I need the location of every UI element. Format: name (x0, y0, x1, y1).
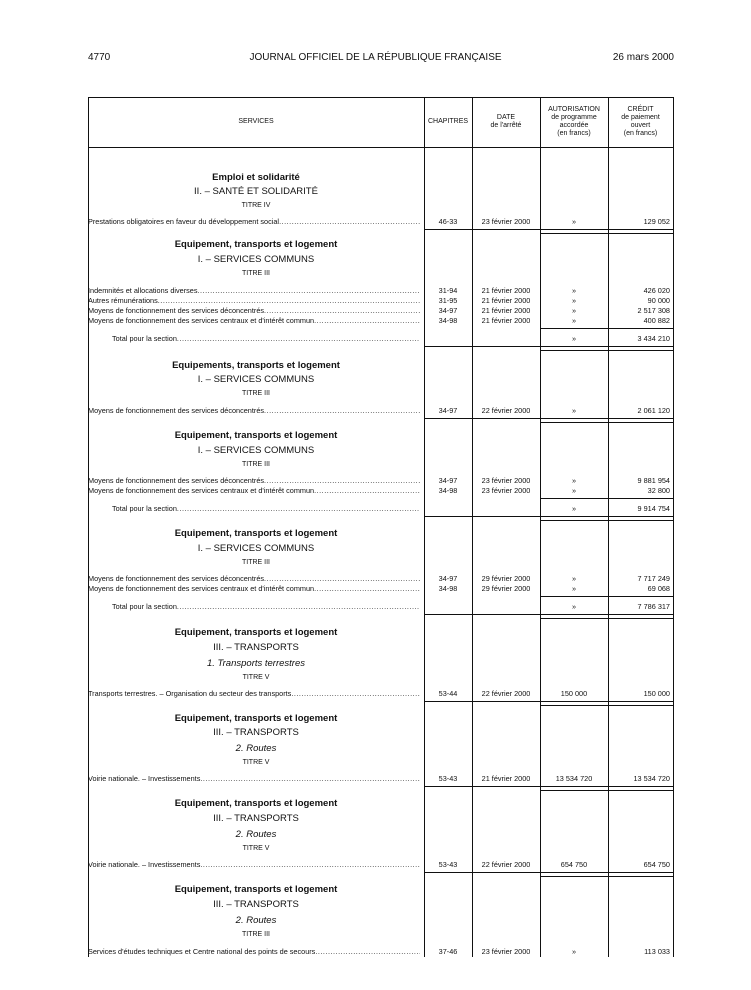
row-date: 21 février 2000 (481, 774, 531, 783)
row-chapitre: 34-98 (438, 584, 458, 593)
amount-rule (540, 516, 673, 521)
services-rule (424, 786, 540, 787)
row-autorisation: » (571, 334, 577, 343)
row-autorisation: » (571, 306, 577, 315)
section-heading: TITRE III (242, 931, 270, 938)
row-chapitre: 34-98 (438, 486, 458, 495)
row-credit: 9 914 754 (637, 504, 670, 513)
section-heading: I. – SERVICES COMMUNS (197, 374, 315, 385)
table-row (88, 316, 674, 326)
total-row (88, 602, 674, 612)
row-label (88, 774, 420, 784)
table-row (88, 947, 674, 957)
amount-rule (540, 872, 673, 877)
page-number: 4770 (88, 52, 111, 63)
row-chapitre: 53-43 (438, 774, 458, 783)
amount-rule (540, 346, 673, 351)
table-row (88, 306, 674, 316)
row-label-text: Voirie nationale. – Investissements (88, 774, 201, 783)
row-label-text: Moyens de fonctionnement des services centraux et d'intérêt commun (88, 316, 315, 325)
row-label (88, 316, 420, 326)
issue-date: 26 mars 2000 (612, 52, 674, 63)
row-chapitre: 34-97 (438, 306, 458, 315)
row-date: 29 février 2000 (481, 584, 531, 593)
row-credit: 150 000 (643, 689, 670, 698)
row-label-text: Total pour la section (112, 504, 177, 513)
row-credit: 426 020 (643, 286, 670, 295)
section-heading: Equipement, transports et logement (174, 713, 338, 724)
row-label-text: Moyens de fonctionnement des services déconcentrés (88, 306, 265, 315)
row-date: 21 février 2000 (481, 306, 531, 315)
section-heading: I. – SERVICES COMMUNS (197, 543, 315, 554)
row-autorisation: » (571, 602, 577, 611)
row-autorisation: 13 534 720 (555, 774, 593, 783)
row-autorisation: » (571, 217, 577, 226)
row-label (88, 947, 420, 957)
row-chapitre: 53-44 (438, 689, 458, 698)
total-row (88, 334, 674, 344)
amount-rule (540, 418, 673, 423)
section-heading: TITRE III (242, 390, 270, 397)
amount-rule (540, 786, 673, 791)
col-header-autorisation: AUTORISATION de programme accordée (en francs) (548, 106, 600, 137)
row-credit: 654 750 (643, 860, 670, 869)
row-label-text: Total pour la section (112, 334, 177, 343)
row-autorisation: » (571, 947, 577, 956)
table-row (88, 584, 674, 594)
row-credit: 7 717 249 (637, 574, 670, 583)
row-credit: 2 061 120 (637, 406, 670, 415)
row-credit: 69 068 (647, 584, 670, 593)
row-autorisation: » (571, 476, 577, 485)
services-rule (424, 418, 540, 419)
row-label (112, 602, 420, 612)
section-heading: TITRE III (242, 559, 270, 566)
section-heading: 1. Transports terrestres (206, 658, 306, 669)
section-heading: III. – TRANSPORTS (213, 727, 299, 738)
row-autorisation: 654 750 (560, 860, 588, 869)
col-header-credit: CRÉDIT de paiement ouvert (en francs) (621, 106, 660, 137)
amount-rule (540, 328, 673, 329)
appropriations-table (88, 97, 674, 957)
section-heading: TITRE III (242, 461, 270, 468)
row-credit: 129 052 (643, 217, 670, 226)
row-chapitre: 34-97 (438, 574, 458, 583)
services-rule (424, 614, 540, 615)
journal-title: JOURNAL OFFICIEL DE LA RÉPUBLIQUE FRANÇAISE (249, 52, 502, 63)
table-row (88, 296, 674, 306)
section-heading: III. – TRANSPORTS (213, 899, 299, 910)
row-autorisation: 150 000 (560, 689, 588, 698)
row-chapitre: 31-95 (438, 296, 458, 305)
row-label-text: Transports terrestres. – Organisation du secteur des transports (88, 689, 292, 698)
row-label (88, 574, 420, 584)
section-heading: Equipement, transports et logement (174, 528, 338, 539)
section-heading: 2. Routes (235, 829, 277, 840)
section-heading: TITRE V (242, 674, 270, 681)
amount-rule (540, 498, 673, 499)
row-label-text: Moyens de fonctionnement des services déconcentrés (88, 476, 265, 485)
row-credit: 3 434 210 (637, 334, 670, 343)
table-row (88, 217, 674, 227)
row-label-text: Indemnités et allocations diverses (88, 286, 198, 295)
section-heading: TITRE III (242, 270, 270, 277)
amount-rule (540, 701, 673, 706)
row-label-text: Services d'études techniques et Centre national des points de secours (88, 947, 316, 956)
section-heading: I. – SERVICES COMMUNS (197, 445, 315, 456)
row-chapitre: 31-94 (438, 286, 458, 295)
table-row (88, 476, 674, 486)
col-header-date: DATE de l'arrêté (490, 114, 522, 129)
section-heading: TITRE V (242, 845, 270, 852)
row-label (88, 406, 420, 416)
row-date: 23 février 2000 (481, 947, 531, 956)
section-heading: Equipement, transports et logement (174, 430, 338, 441)
services-rule (424, 516, 540, 517)
amount-rule (540, 614, 673, 619)
col-header-services: SERVICES (238, 118, 274, 125)
row-label-text: Moyens de fonctionnement des services déconcentrés (88, 574, 265, 583)
section-heading: III. – TRANSPORTS (213, 642, 299, 653)
services-rule (424, 701, 540, 702)
services-rule (424, 229, 540, 230)
row-label (88, 689, 420, 699)
row-label-text: Moyens de fonctionnement des services centraux et d'intérêt commun (88, 584, 315, 593)
row-credit: 113 033 (644, 947, 670, 956)
section-heading: Equipement, transports et logement (174, 627, 338, 638)
row-credit: 90 000 (647, 296, 670, 305)
total-row (88, 504, 674, 514)
row-label (112, 504, 420, 514)
section-heading: I. – SERVICES COMMUNS (197, 254, 315, 265)
row-date: 29 février 2000 (481, 574, 531, 583)
row-date: 21 février 2000 (481, 296, 531, 305)
row-credit: 400 882 (643, 316, 670, 325)
row-label (88, 217, 420, 227)
row-chapitre: 53-43 (438, 860, 458, 869)
row-credit: 7 786 317 (637, 602, 670, 611)
row-label (88, 860, 420, 870)
row-date: 23 février 2000 (481, 476, 531, 485)
row-chapitre: 34-98 (438, 316, 458, 325)
header-bottom-rule (88, 147, 674, 148)
row-autorisation: » (571, 486, 577, 495)
row-chapitre: 37-46 (438, 947, 458, 956)
row-credit: 9 881 954 (637, 476, 670, 485)
table-row (88, 774, 674, 784)
section-heading: III. – TRANSPORTS (213, 813, 299, 824)
table-row (88, 406, 674, 416)
row-credit: 2 517 308 (637, 306, 670, 315)
row-autorisation: » (571, 504, 577, 513)
section-heading: TITRE V (242, 759, 270, 766)
table-row (88, 689, 674, 699)
row-autorisation: » (571, 286, 577, 295)
row-date: 21 février 2000 (481, 316, 531, 325)
table-row (88, 860, 674, 870)
row-date: 21 février 2000 (481, 286, 531, 295)
table-row (88, 486, 674, 496)
row-credit: 13 534 720 (633, 774, 670, 783)
section-heading: Emploi et solidarité (212, 172, 300, 183)
row-label-text: Autres rémunérations (88, 296, 158, 305)
row-date: 23 février 2000 (481, 486, 531, 495)
row-autorisation: » (571, 296, 577, 305)
section-heading: TITRE IV (241, 202, 271, 209)
row-label-text: Voirie nationale. – Investissements (88, 860, 201, 869)
row-autorisation: » (571, 584, 577, 593)
section-heading: II. – SANTÉ ET SOLIDARITÉ (194, 186, 318, 197)
row-label (88, 296, 420, 306)
table-row (88, 286, 674, 296)
section-heading: 2. Routes (235, 743, 277, 754)
row-label (88, 286, 420, 296)
row-date: 22 février 2000 (481, 689, 531, 698)
section-heading: Equipement, transports et logement (174, 884, 338, 895)
row-date: 23 février 2000 (481, 217, 531, 226)
row-label (88, 306, 420, 316)
section-heading: Equipement, transports et logement (174, 239, 338, 250)
row-autorisation: » (571, 316, 577, 325)
services-rule (424, 872, 540, 873)
section-heading: Equipements, transports et logement (172, 360, 340, 371)
row-autorisation: » (571, 574, 577, 583)
row-credit: 32 800 (647, 486, 670, 495)
col-header-chapitres: CHAPITRES (427, 118, 469, 125)
row-label (88, 584, 420, 594)
row-autorisation: » (571, 406, 577, 415)
row-date: 22 février 2000 (481, 860, 531, 869)
services-rule (424, 346, 540, 347)
table-row (88, 574, 674, 584)
row-label (88, 486, 420, 496)
row-label-text: Moyens de fonctionnement des services centraux et d'intérêt commun (88, 486, 315, 495)
row-chapitre: 34-97 (438, 406, 458, 415)
amount-rule (540, 229, 673, 234)
row-label (88, 476, 420, 486)
section-heading: 2. Routes (235, 915, 277, 926)
row-chapitre: 46-33 (438, 217, 458, 226)
row-date: 22 février 2000 (481, 406, 531, 415)
section-heading: Equipement, transports et logement (174, 798, 338, 809)
row-label-text: Total pour la section (112, 602, 177, 611)
amount-rule (540, 596, 673, 597)
row-label-text: Prestations obligatoires en faveur du développement social (88, 217, 280, 226)
row-label (112, 334, 420, 344)
row-chapitre: 34-97 (438, 476, 458, 485)
row-label-text: Moyens de fonctionnement des services déconcentrés (88, 406, 265, 415)
